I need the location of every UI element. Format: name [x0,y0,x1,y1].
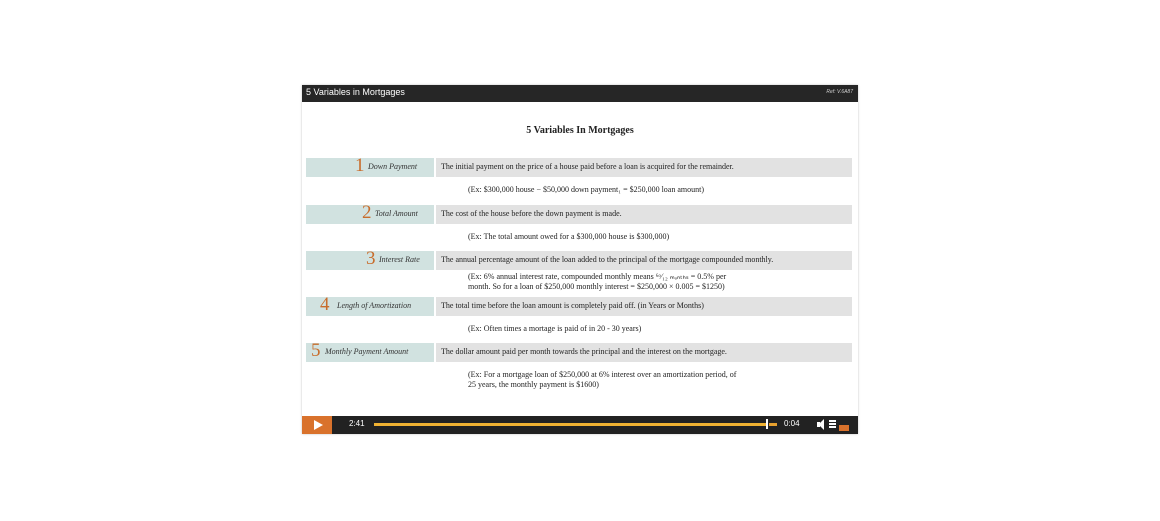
volume-icon[interactable] [817,419,827,430]
variable-example-line-2: 25 years, the monthly payment is $1600) [468,380,599,389]
video-player [302,85,858,434]
playback-controls [302,416,858,434]
variable-label: Down Payment [368,162,418,171]
variable-example: (Ex: Often times a mortage is paid of in 20 - 30 years) [468,324,642,333]
seek-bar-remaining [769,423,777,426]
variable-example: (Ex: $300,000 house − $50,000 down payment₁ = $250,000 loan amount) [468,185,705,194]
variable-example-line-1: (Ex: For a mortgage loan of $250,000 at 6% interest over an amortization period, of [468,370,737,379]
variable-number: 4 [320,294,330,315]
variable-number: 5 [311,340,321,361]
variable-description: The annual percentage amount of the loan added to the principal of the mortgage compounded monthly. [441,255,774,264]
variable-description: The total time before the loan amount is completely paid off. (in Years or Months) [441,301,704,310]
reference-code: Ref: V.6A87 [826,89,853,95]
volume-level-bar[interactable] [839,425,849,431]
variable-number: 3 [366,248,376,269]
menu-icon[interactable] [829,420,836,430]
seek-handle[interactable] [766,419,768,429]
variable-description: The initial payment on the price of a house paid before a loan is acquired for the remainder. [441,162,734,171]
elapsed-time: 2:41 [349,419,365,428]
variable-label: Interest Rate [379,255,420,264]
title-bar [302,85,858,102]
slide-heading: 5 Variables In Mortgages [526,125,634,136]
slide-content [302,102,858,416]
variable-label: Monthly Payment Amount [325,347,409,356]
variable-example-line-1: (Ex: 6% annual interest rate, compounded monthly means ⁶ᵒ⁄₁₂ ₘₒₙₜₕₛ = 0.5% per [468,272,727,281]
remaining-time: 0:04 [784,419,800,428]
variable-label: Length of Amortization [337,301,412,310]
variable-description: The cost of the house before the down payment is made. [441,209,622,218]
video-title: 5 Variables in Mortgages [306,87,405,97]
variable-description: The dollar amount paid per month towards the principal and the interest on the mortgage. [441,347,727,356]
variable-example: (Ex: The total amount owed for a $300,000 house is $300,000) [468,232,670,241]
seek-bar[interactable] [374,423,767,426]
variable-label: Total Amount [375,209,418,218]
variable-example-line-2: month. So for a loan of $250,000 monthly interest = $250,000 × 0.005 = $1250) [468,282,725,291]
play-button[interactable] [302,416,332,434]
variable-number: 2 [362,202,372,223]
variable-number: 1 [355,155,365,176]
seek-bar-progress [374,423,766,426]
